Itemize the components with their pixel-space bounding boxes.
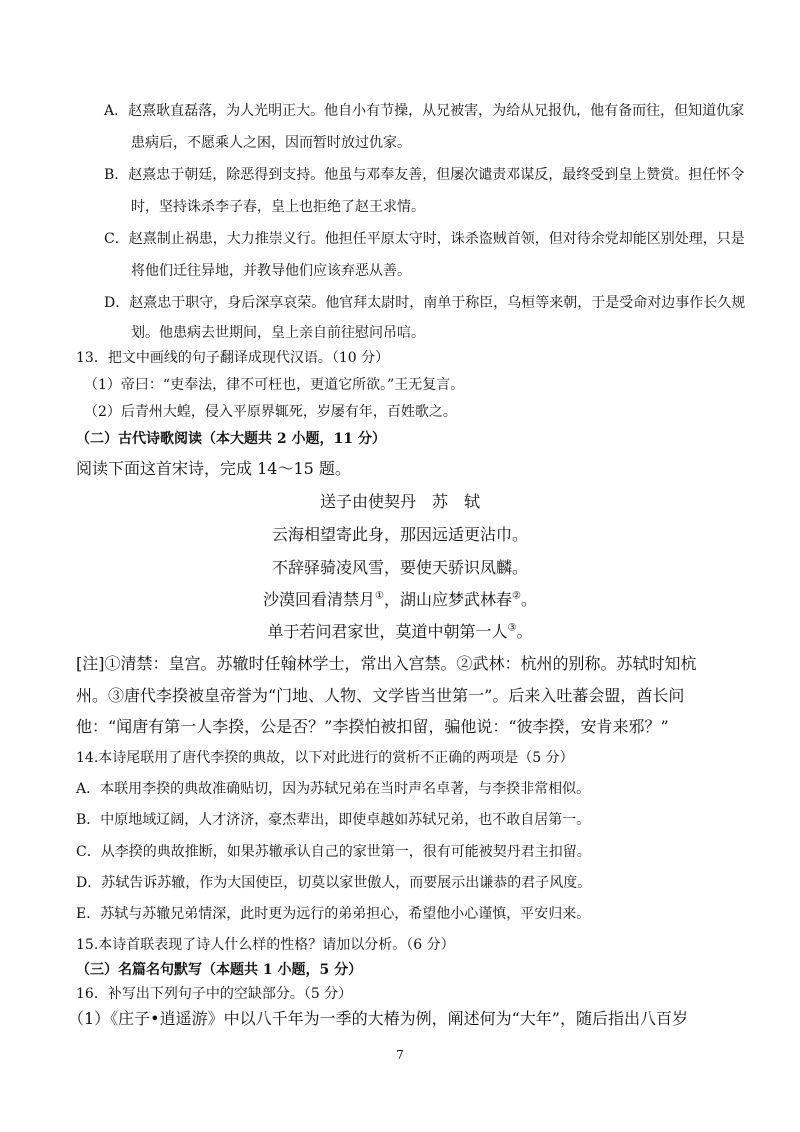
option-a-line1: A．赵熹耿直磊落，为人光明正大。他自小有节操，从兄被害，为给从兄报仇，他有备而往，但知道仇家 — [104, 103, 745, 119]
q14-option-e: E．苏轼与苏辙兄弟情深，此时更为远行的弟弟担心，希望他小心谨慎，平安归来。 — [76, 906, 591, 922]
section-2-title: （二）古代诗歌阅读（本大题共 2 小题，11 分） — [76, 431, 386, 447]
option-d-line1: D．赵熹忠于职守，身后深享哀荣。他官拜太尉时，南单于称臣，乌桓等来朝，于是受命对边事作长久规 — [104, 295, 746, 311]
q16-item-1: （1）《庄子•逍遥游》中以八千年为一季的大椿为例，阐述何为“大年”，随后指出八百岁 — [68, 1009, 688, 1028]
option-b-line2: 时，坚持诛杀李子春，皇上也拒绝了赵王求情。 — [131, 199, 425, 215]
footnote-mark-2: ② — [512, 590, 521, 602]
notes-line-3: 他：“闻唐有第一人李揆，公是否？”李揆怕被扣留，骗他说：“彼李揆，安肯来邪？” — [76, 717, 669, 736]
option-b-line1: B．赵熹忠于朝廷，除恶得到支持。他虽与邓奉友善，但屡次谴责邓谋反，最终受到皇上赞赏。担任怀令 — [104, 167, 745, 183]
option-a-line2: 患病后，不愿乘人之困，因而暂时放过仇家。 — [131, 135, 411, 151]
page-number: 7 — [396, 1048, 404, 1062]
notes-line-1: [注]①清禁：皇宫。苏辙时任翰林学士，常出入宫禁。②武林：杭州的别称。苏轼时知杭 — [76, 654, 697, 673]
notes-line-2: 州。③唐代李揆被皇帝誉为“门地、人物、文学皆当世第一”。后来入吐蕃会盟，酋长问 — [76, 686, 685, 705]
q16-stem: 16．补写出下列句子中的空缺部分。（5 分） — [76, 986, 353, 1002]
option-d-line2: 划。他患病去世期间，皇上亲自前往慰问吊唁。 — [131, 325, 425, 341]
q13-sentence-2: （2）后青州大蝗，侵入平原界辄死，岁屡有年，百姓歌之。 — [84, 404, 457, 420]
q13-sentence-1: （1）帝曰：“吏奉法，律不可枉也，更道它所欲。”王无复言。 — [84, 377, 465, 393]
poem-line-4: 单于若问君家世，莫道中朝第一人③。 — [267, 622, 533, 641]
q15-stem: 15.本诗首联表现了诗人什么样的性格？请加以分析。（6 分） — [76, 937, 455, 953]
q14-stem: 14.本诗尾联用了唐代李揆的典故，以下对此进行的赏析不正确的两项是（5 分） — [76, 750, 574, 766]
poem-intro: 阅读下面这首宋诗，完成 14～15 题。 — [76, 459, 351, 478]
poem-line-1: 云海相望寄此身，那因远适更沾巾。 — [271, 525, 528, 544]
q14-option-c: C．从李揆的典故推断，如果苏辙承认自己的家世第一，很有可能被契丹君主扣留。 — [76, 844, 591, 860]
poem-line-2: 不辞驿骑凌风雪，要使天骄识凤麟。 — [271, 558, 528, 577]
poem-line-3: 沙漠回看清禁月①，湖山应梦武林春②。 — [263, 590, 537, 609]
q13-stem: 13．把文中画线的句子翻译成现代汉语。（10 分） — [76, 350, 390, 366]
poem-title: 送子由使契丹 苏 轼 — [319, 492, 480, 511]
option-c-line2: 将他们迁往异地，并教导他们应该弃恶从善。 — [131, 263, 411, 279]
section-3-title: （三）名篇名句默写（本题共 1 小题，5 分） — [76, 962, 363, 978]
footnote-mark-1: ① — [375, 590, 384, 602]
q14-option-a: A．本联用李揆的典故准确贴切，因为苏轼兄弟在当时声名卓著，与李揆非常相似。 — [76, 781, 591, 797]
q14-option-b: B．中原地域辽阔，人才济济，豪杰辈出，即使卓越如苏轼兄弟，也不敢自居第一。 — [76, 812, 591, 828]
footnote-mark-3: ③ — [507, 622, 517, 634]
option-c-line1: C．赵熹制止祸患，大力推崇义行。他担任平原太守时，诛杀盗贼首领，但对待余党却能区别处理，只是 — [104, 231, 745, 247]
q14-option-d: D．苏轼告诉苏辙，作为大国使臣，切莫以家世傲人，而要展示出谦恭的君子风度。 — [76, 875, 592, 891]
